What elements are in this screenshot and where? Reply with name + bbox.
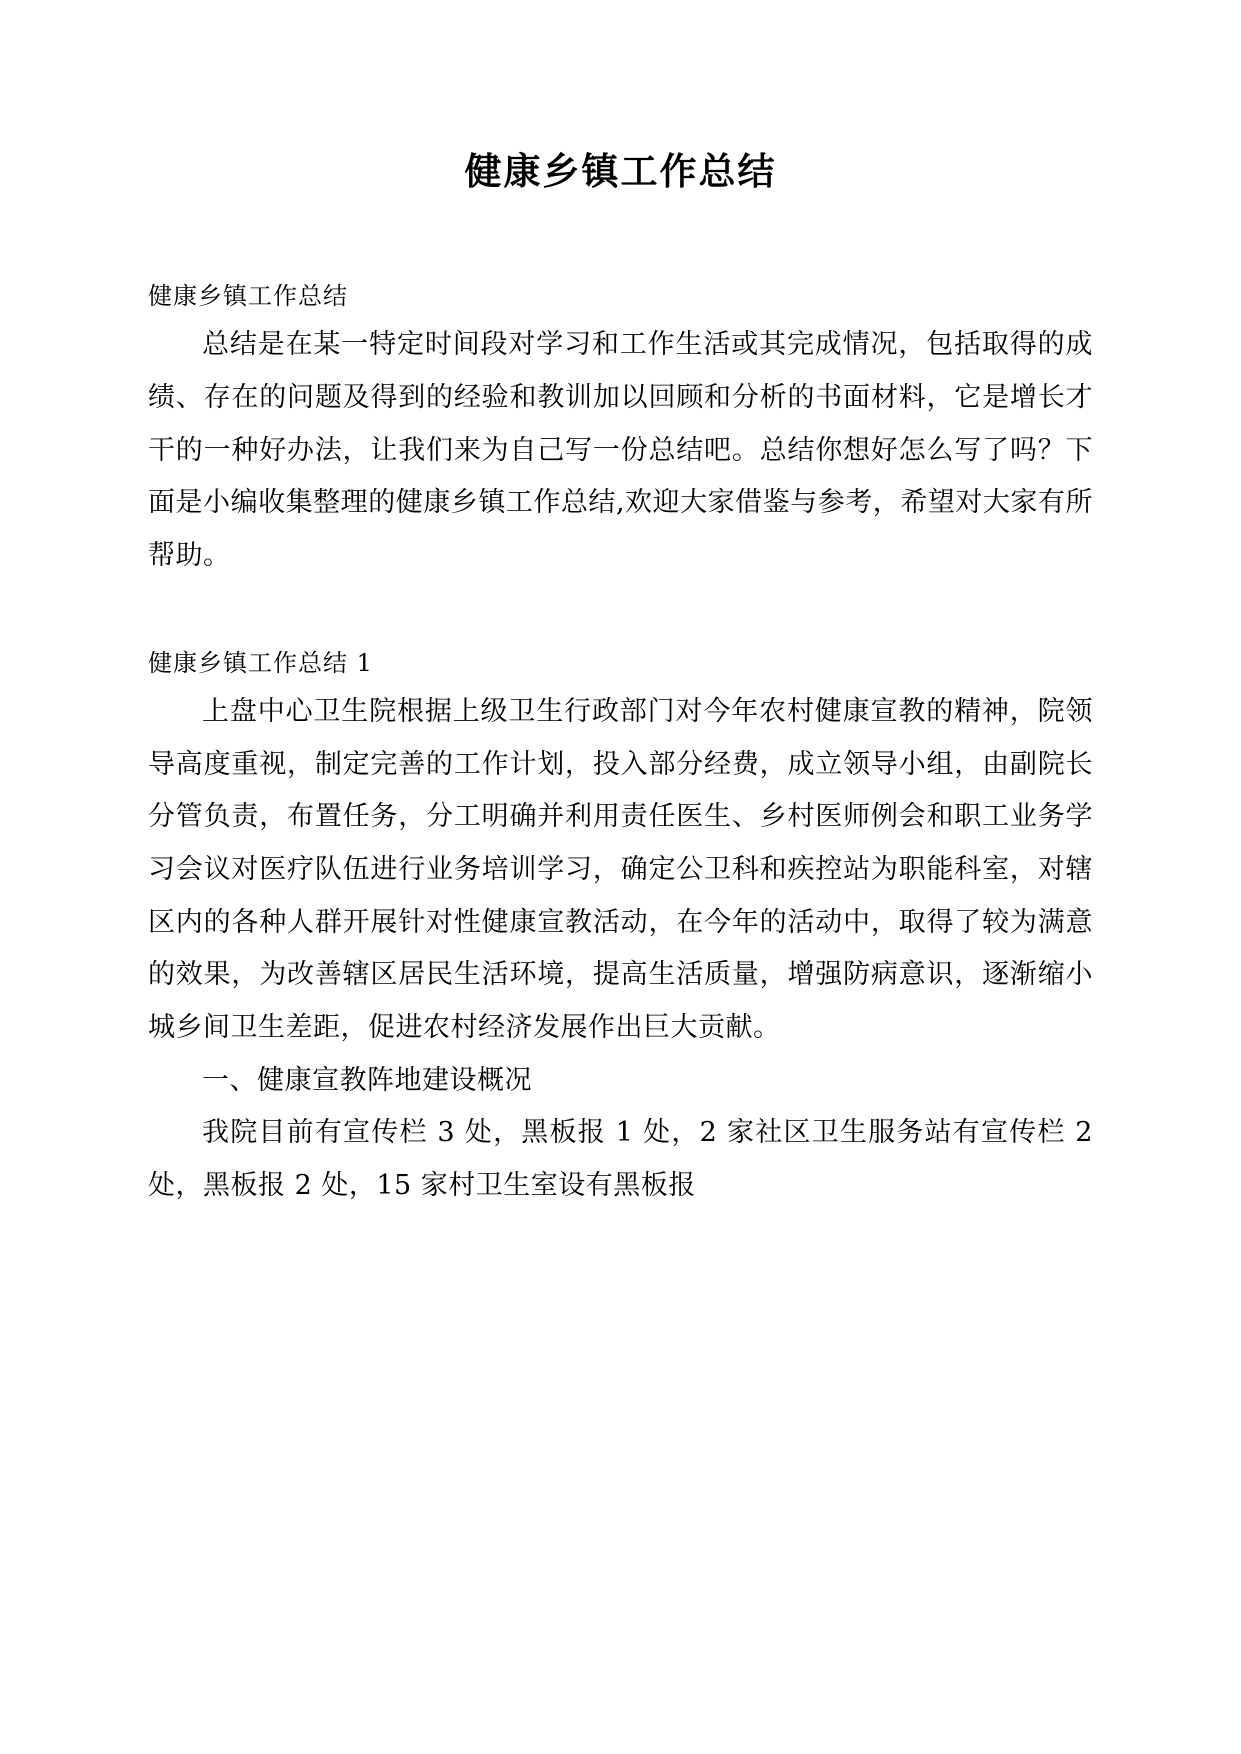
document-subtitle: 健康乡镇工作总结 bbox=[148, 281, 348, 310]
page-title: 健康乡镇工作总结 bbox=[464, 150, 777, 193]
intro-paragraph: 总结是在某一特定时间段对学习和工作生活或其完成情况，包括取得的成绩、存在的问题及得到的经验和教训加以回顾和分析的书面材料，它是增长才干的一种好办法，让我们来为自己写一份总结吧。总结你想好怎么写了吗？下面是小编收集整理的健康乡镇工作总结,欢迎大家借鉴与参考，希望对大家有所帮助。 bbox=[148, 329, 1093, 571]
section-heading: 健康乡镇工作总结 1 bbox=[148, 648, 373, 677]
subsection-paragraph: 我院目前有宣传栏 3 处，黑板报 1 处，2 家社区卫生服务站有宣传栏 2 处，黑板报 2 处，15 家村卫生室设有黑板报 bbox=[148, 1117, 1093, 1201]
subsection-heading: 一、健康宣教阵地建设概况 bbox=[202, 1064, 532, 1096]
section-paragraph: 上盘中心卫生院根据上级卫生行政部门对今年农村健康宣教的精神，院领导高度重视，制定完善的工作计划，投入部分经费，成立领导小组，由副院长分管负责，布置任务，分工明确并利用责任医生、乡村医师例会和职工业务学习会议对医疗队伍进行业务培训学习，确定公卫科和疾控站为职能科室，对辖区内的各种人群开展针对性健康宣教活动，在今年的活动中，取得了较为满意的效果，为改善辖区居民生活环境，提高生活质量，增强防病意识，逐渐缩小城乡间卫生差距，促进农村经济发展作出巨大贡献。 bbox=[148, 696, 1093, 1044]
